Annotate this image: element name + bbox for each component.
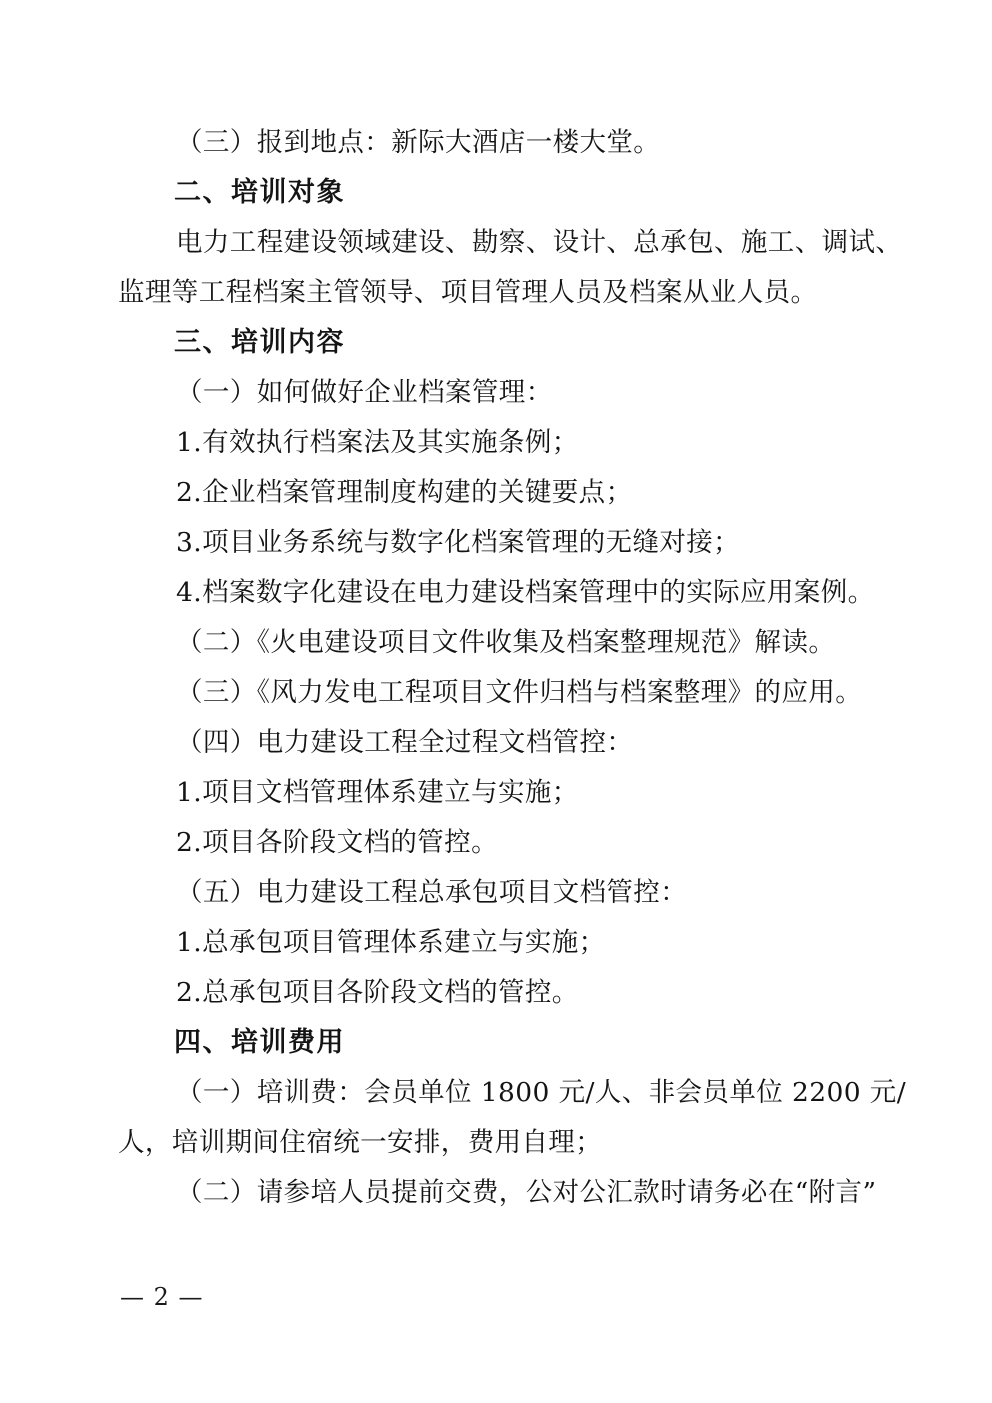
document-line: 1.总承包项目管理体系建立与实施； [176,927,606,958]
document-line: 人，培训期间住宿统一安排，费用自理； [118,1127,603,1158]
document-line: 1.项目文档管理体系建立与实施； [176,777,579,808]
document-line: （三）报到地点：新际大酒店一楼大堂。 [176,127,661,158]
document-line: （一）培训费：会员单位 1800 元/人、非会员单位 2200 元/ [176,1077,907,1108]
document-line: 监理等工程档案主管领导、项目管理人员及档案从业人员。 [118,277,818,308]
section-heading: 二、培训对象 [174,177,345,208]
document-body [118,118,907,1218]
document-line: 2.企业档案管理制度构建的关键要点； [176,477,633,508]
document-line: 2.项目各阶段文档的管控。 [176,827,498,858]
document-line: （二）请参培人员提前交费，公对公汇款时请务必在“附言” [176,1177,877,1208]
document-line: 1.有效执行档案法及其实施条例； [176,427,579,458]
document-line: （五）电力建设工程总承包项目文档管控： [176,877,688,908]
page-number: — 2 — [120,1283,204,1311]
document-line: 2.总承包项目各阶段文档的管控。 [176,977,579,1008]
document-line: 3.项目业务系统与数字化档案管理的无缝对接； [176,527,741,558]
section-heading: 四、培训费用 [174,1027,345,1058]
document-line: 电力工程建设领域建设、勘察、设计、总承包、施工、调试、 [176,227,903,258]
document-line: （三）《风力发电工程项目文件归档与档案整理》的应用。 [176,677,863,708]
document-line: （四）电力建设工程全过程文档管控： [176,727,634,758]
document-line: （一）如何做好企业档案管理： [176,377,553,408]
document-line: （二）《火电建设项目文件收集及档案整理规范》解读。 [176,627,836,658]
document-line: 4.档案数字化建设在电力建设档案管理中的实际应用案例。 [176,577,875,608]
section-heading: 三、培训内容 [174,327,345,358]
